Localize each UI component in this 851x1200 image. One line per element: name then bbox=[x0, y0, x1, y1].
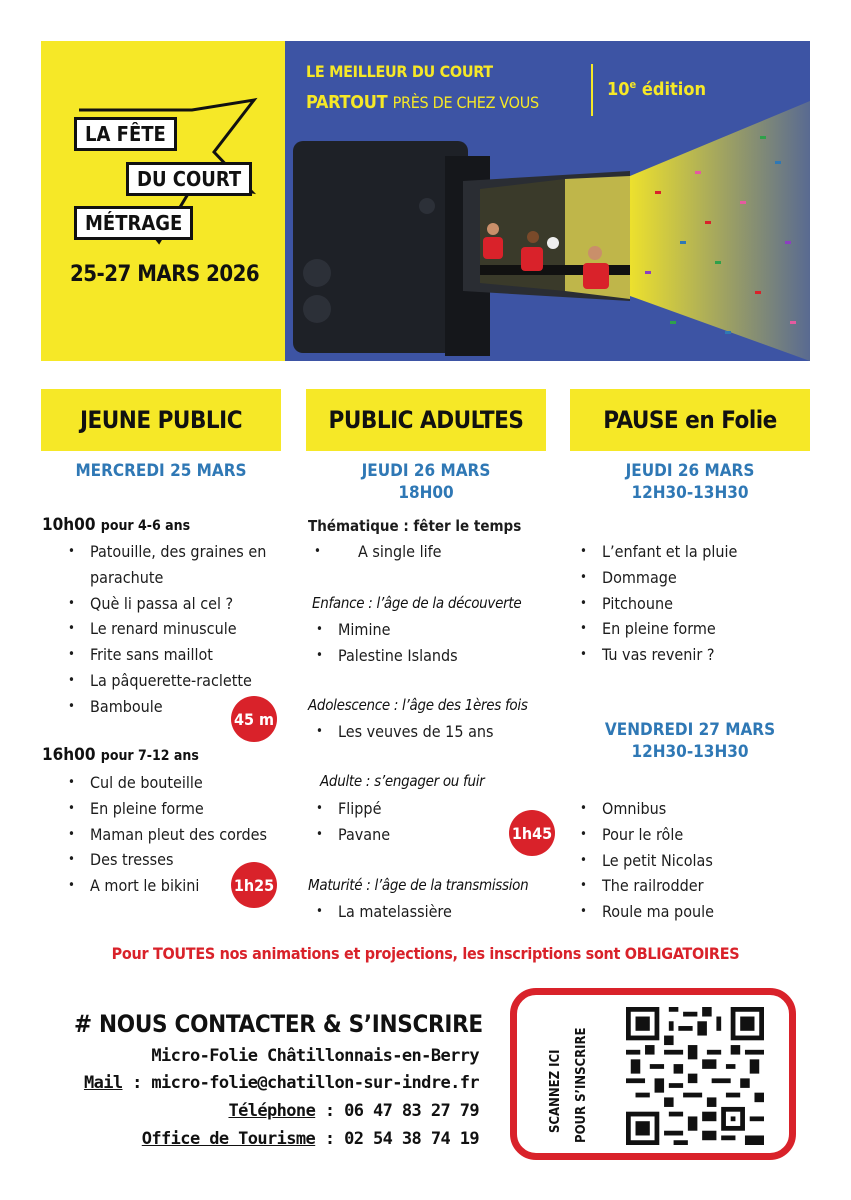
phone-label: Téléphone bbox=[228, 1101, 316, 1121]
list-item: • Flippé bbox=[310, 796, 540, 822]
header-public-adultes: PUBLIC ADULTES bbox=[306, 389, 546, 451]
adultes-time: 18H00 bbox=[398, 483, 454, 503]
qr-caption-line-1: SCANNEZ ICI bbox=[548, 1049, 563, 1133]
duration-badge-session-2: 1h25 bbox=[231, 862, 277, 908]
edition-number: 10 bbox=[607, 79, 630, 100]
pause-date-1: JEUDI 26 MARS bbox=[625, 461, 755, 481]
list-item: • Bamboule bbox=[62, 694, 292, 720]
session-1-heading bbox=[42, 515, 190, 535]
list-item: • Roule ma poule bbox=[574, 899, 804, 925]
list-item: • Què li passa al cel ? bbox=[62, 591, 292, 617]
list-item: • Cul de bouteille bbox=[62, 770, 292, 796]
festival-dates: 25-27 MARS 2026 bbox=[70, 262, 260, 287]
list-item: • A mort le bikini bbox=[62, 873, 292, 899]
adultes-intro-list bbox=[308, 539, 538, 565]
banner-cinema-illustration bbox=[285, 41, 810, 361]
list-item: • En pleine forme bbox=[62, 796, 292, 822]
tagline-rest: PRÈS DE CHEZ VOUS bbox=[392, 93, 539, 112]
list-item: • La pâquerette-raclette bbox=[62, 668, 292, 694]
session-2-time: 16h00 bbox=[42, 745, 96, 765]
qr-caption-line-2: POUR S’INSCRIRE bbox=[574, 1027, 589, 1143]
contact-mail[interactable] bbox=[84, 1073, 479, 1093]
mail-label: Mail bbox=[83, 1073, 123, 1093]
contact-title: # NOUS CONTACTER & S’INSCRIRE bbox=[74, 1010, 483, 1038]
tagline-line-2 bbox=[306, 92, 539, 113]
duration-badge-adultes: 1h45 bbox=[509, 810, 555, 856]
list-item: • Pavane bbox=[310, 822, 540, 848]
session-2-age: pour 7-12 ans bbox=[100, 748, 199, 764]
list-item: • Des tresses bbox=[62, 847, 292, 873]
list-item: • En pleine forme bbox=[574, 616, 804, 642]
edition-label bbox=[607, 78, 706, 100]
projector-illustration bbox=[285, 41, 810, 361]
adultes-date: JEUDI 26 MARS bbox=[361, 461, 491, 481]
header-pause: PAUSE en Folie bbox=[570, 389, 810, 451]
list-item: • Maman pleut des cordes bbox=[62, 822, 292, 848]
list-item: • Les veuves de 15 ans bbox=[310, 719, 540, 745]
pause-film-list-1 bbox=[574, 539, 804, 668]
header-jeune-public: JEUNE PUBLIC bbox=[41, 389, 281, 451]
registration-notice: Pour TOUTES nos animations et projections, les inscriptions sont OBLIGATOIRES bbox=[111, 944, 740, 963]
list-item: • Pour le rôle bbox=[574, 822, 804, 848]
phone-value[interactable]: : 06 47 83 27 79 bbox=[315, 1101, 479, 1121]
list-item: • Dommage bbox=[574, 565, 804, 591]
theme-enfance: Enfance : l’âge de la découverte bbox=[312, 594, 522, 612]
contact-phone[interactable] bbox=[228, 1101, 479, 1121]
list-item: • Le petit Nicolas bbox=[574, 848, 804, 874]
adulte-film-list bbox=[310, 796, 540, 848]
session-1-time: 10h00 bbox=[42, 515, 96, 535]
list-item: • Le renard minuscule bbox=[62, 616, 292, 642]
session-2-heading bbox=[42, 745, 199, 765]
tourism-value[interactable]: : 02 54 38 74 19 bbox=[315, 1129, 479, 1149]
logo-line-3: MÉTRAGE bbox=[74, 206, 193, 240]
tagline-bold: PARTOUT bbox=[306, 92, 388, 113]
list-item: • The railrodder bbox=[574, 873, 804, 899]
list-item: • Mimine bbox=[310, 617, 540, 643]
enfance-film-list bbox=[310, 617, 540, 669]
pause-film-list-2 bbox=[574, 796, 804, 925]
list-item: • L’enfant et la pluie bbox=[574, 539, 804, 565]
logo-line-2: DU COURT bbox=[126, 162, 252, 196]
list-item: • Patouille, des graines en parachute bbox=[62, 539, 292, 591]
list-item: • Palestine Islands bbox=[310, 643, 540, 669]
pause-day-1 bbox=[570, 460, 810, 504]
thematique-label: Thématique : fêter le temps bbox=[308, 517, 522, 535]
theme-maturite: Maturité : l’âge de la transmission bbox=[308, 876, 529, 894]
list-item: • La matelassière bbox=[310, 899, 540, 925]
pause-time-1: 12H30-13H30 bbox=[631, 483, 749, 503]
contact-tourism[interactable] bbox=[142, 1129, 479, 1149]
list-item: • Omnibus bbox=[574, 796, 804, 822]
maturite-film-list bbox=[310, 899, 540, 925]
list-item: • A single life bbox=[308, 539, 538, 565]
list-item: • Tu vas revenir ? bbox=[574, 642, 804, 668]
session-1-age: pour 4-6 ans bbox=[100, 518, 191, 534]
contact-org: Micro-Folie Châtillonnais-en-Berry bbox=[151, 1046, 479, 1066]
tourism-label: Office de Tourisme bbox=[141, 1129, 316, 1149]
pause-day-2 bbox=[570, 719, 810, 763]
list-item: • Frite sans maillot bbox=[62, 642, 292, 668]
adultes-day bbox=[306, 460, 546, 504]
jeune-public-day: MERCREDI 25 MARS bbox=[75, 461, 247, 481]
edition-sup: e bbox=[629, 78, 637, 91]
mail-value[interactable]: : micro-folie@chatillon-sur-indre.fr bbox=[122, 1073, 479, 1093]
list-item: • Pitchoune bbox=[574, 591, 804, 617]
qr-code[interactable] bbox=[626, 1007, 764, 1145]
pause-time-2: 12H30-13H30 bbox=[631, 742, 749, 762]
theme-adulte: Adulte : s’engager ou fuir bbox=[320, 772, 485, 790]
logo-line-1: LA FÊTE bbox=[74, 117, 177, 151]
duration-badge-session-1: 45 m bbox=[231, 696, 277, 742]
adolescence-film-list bbox=[310, 719, 540, 745]
tagline-line-1: LE MEILLEUR DU COURT bbox=[306, 62, 493, 81]
edition-divider bbox=[591, 64, 593, 116]
pause-date-2: VENDREDI 27 MARS bbox=[604, 720, 776, 740]
theme-adolescence: Adolescence : l’âge des 1ères fois bbox=[308, 696, 528, 714]
edition-word: édition bbox=[636, 79, 706, 100]
session-1-film-list bbox=[62, 539, 292, 720]
